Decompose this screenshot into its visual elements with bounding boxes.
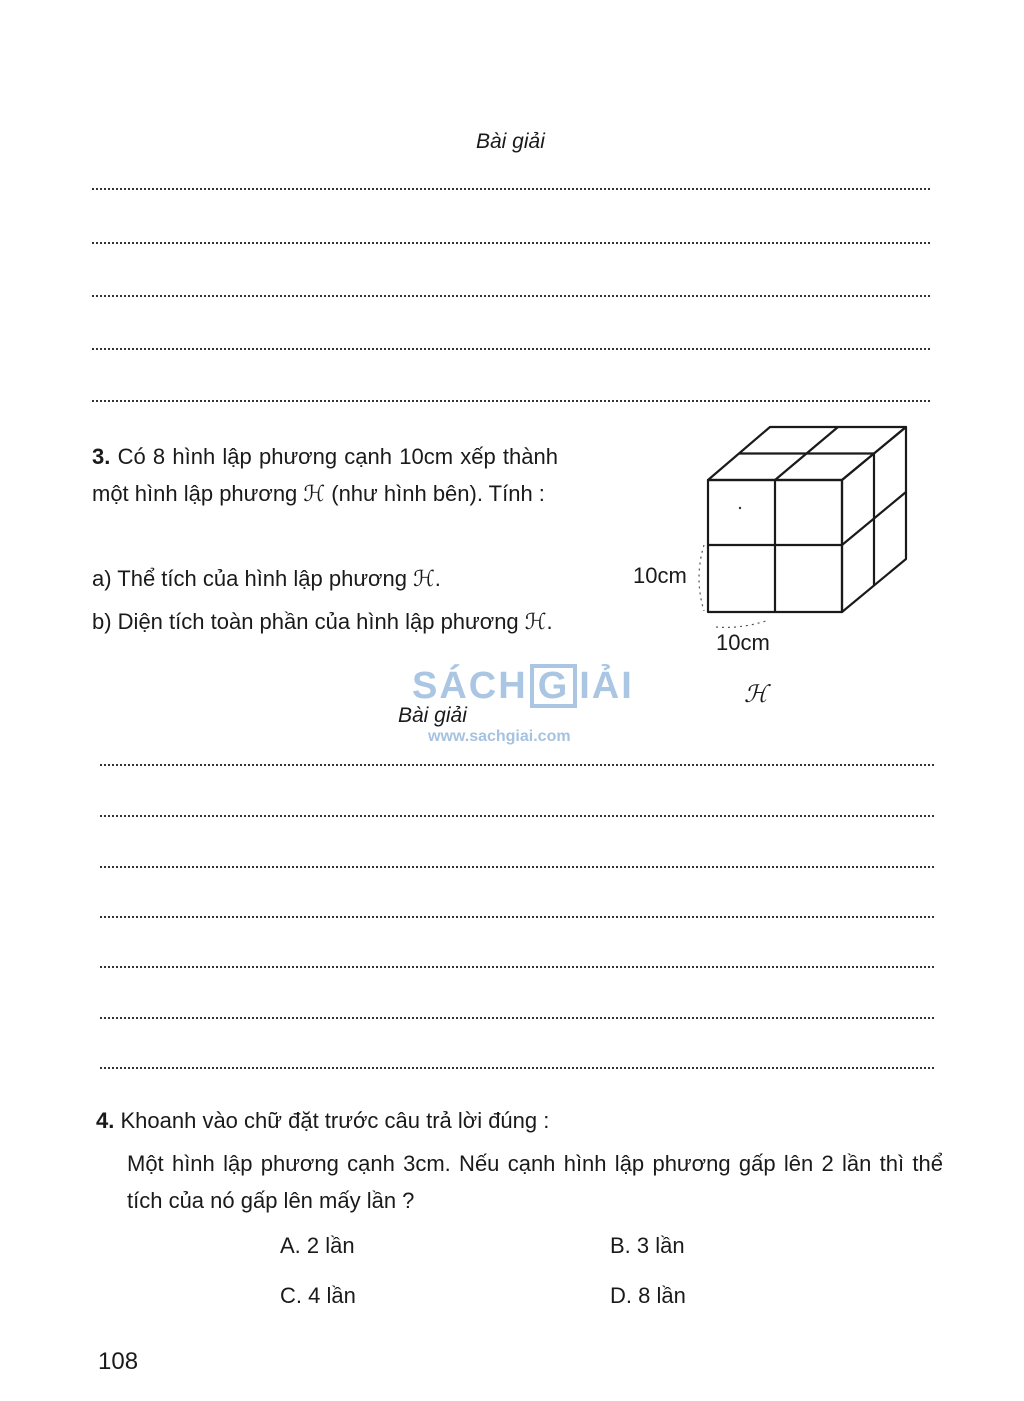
answer-line	[100, 815, 934, 817]
answer-line	[92, 400, 930, 402]
option-b[interactable]: B. 3 lần	[610, 1233, 685, 1258]
answer-line	[100, 866, 934, 868]
solution-heading-1: Bài giải	[476, 130, 545, 153]
problem-3-part-b: b) Diện tích toàn phần của hình lập phương ℋ.	[92, 609, 553, 634]
side-dimension-mark	[699, 545, 704, 611]
answer-line	[92, 348, 930, 350]
answer-line	[92, 188, 930, 190]
option-c[interactable]: C. 4 lần	[280, 1283, 356, 1308]
answer-line	[92, 295, 930, 297]
problem-4-question: Một hình lập phương cạnh 3cm. Nếu cạnh hình lập phương gấp lên 2 lần thì thể tích của nó gấp lên mấy lần ?	[127, 1151, 943, 1213]
solution-heading-2: Bài giải	[398, 704, 467, 727]
watermark-url: www.sachgiai.com	[428, 728, 571, 745]
answer-line	[100, 764, 934, 766]
problem-4-instruction: 4. Khoanh vào chữ đặt trước câu trả lời đúng :	[96, 1108, 550, 1133]
option-d[interactable]: D. 8 lần	[610, 1283, 686, 1308]
problem-3-number: 3.	[92, 444, 111, 469]
answer-line	[100, 966, 934, 968]
watermark-logo: SÁCH G IẢI	[412, 665, 634, 707]
page-number: 108	[98, 1348, 139, 1375]
problem-4-number: 4.	[96, 1108, 115, 1133]
cube-side-label: 10cm	[633, 563, 687, 588]
problem-3-statement	[92, 438, 558, 512]
problem-3-text: Có 8 hình lập phương cạnh 10cm xếp thành một hình lập phương ℋ (như hình bên). Tính :	[92, 444, 558, 506]
cube-name-label: ℋ	[744, 680, 768, 708]
cube-bottom-label: 10cm	[716, 630, 770, 655]
option-a[interactable]: A. 2 lần	[280, 1233, 355, 1258]
answer-line	[100, 1017, 934, 1019]
answer-line	[92, 242, 930, 244]
answer-line	[100, 1067, 934, 1069]
answer-line	[100, 916, 934, 918]
problem-3-part-a: a) Thể tích của hình lập phương ℋ.	[92, 566, 441, 591]
